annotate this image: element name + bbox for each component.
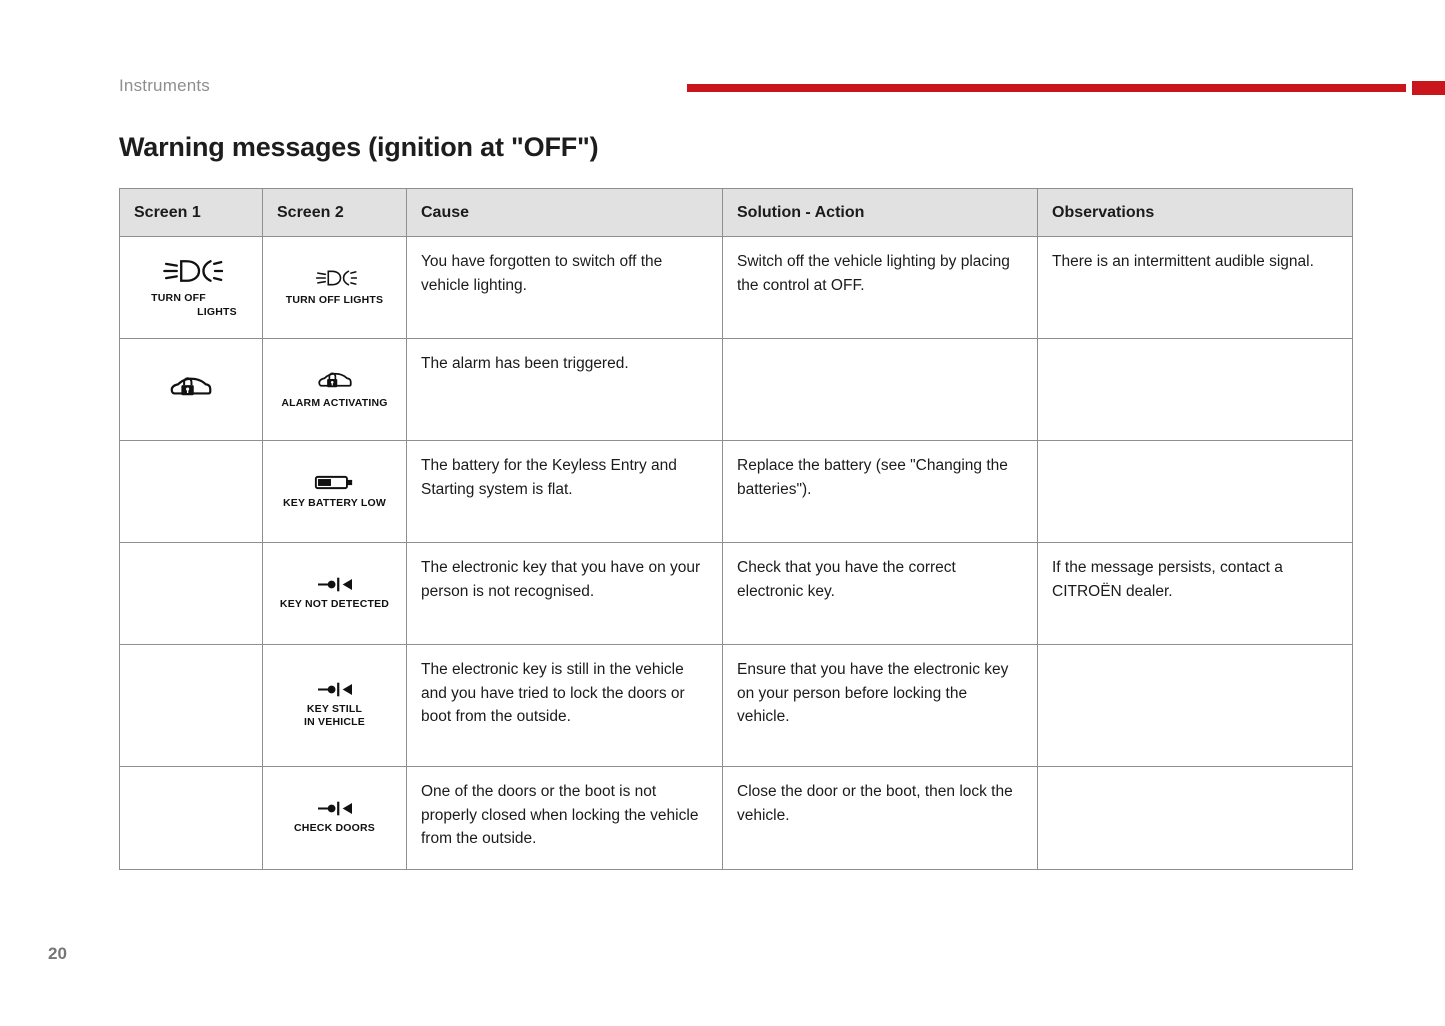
electronic-key-icon — [316, 800, 354, 817]
icon-caption: KEY BATTERY LOW — [283, 496, 386, 509]
cause-cell: The electronic key that you have on your person is not recognised. — [407, 543, 723, 645]
col-header-solution: Solution - Action — [723, 189, 1038, 237]
accent-bar-end — [1412, 81, 1445, 95]
screen2-cell — [263, 339, 407, 441]
cause-cell: The alarm has been triggered. — [407, 339, 723, 441]
cause-cell: You have forgotten to switch off the vehicle lighting. — [407, 237, 723, 339]
page-number: 20 — [48, 944, 67, 963]
icon-caption: TURN OFF LIGHTS — [285, 294, 384, 306]
col-header-observations: Observations — [1038, 189, 1353, 237]
key-battery-low-icon — [313, 473, 355, 492]
alarm-activating-icon — [317, 369, 353, 392]
table-row-turn-off-lights — [120, 237, 1353, 339]
col-header-screen2: Screen 2 — [263, 189, 407, 237]
icon-caption: CHECK DOORS — [294, 822, 375, 834]
screen2-cell — [263, 645, 407, 767]
alarm-activating-icon — [169, 373, 213, 401]
table-row-key-not-detected — [120, 543, 1353, 645]
screen2-cell — [263, 237, 407, 339]
cause-cell: The battery for the Keyless Entry and Starting system is flat. — [407, 441, 723, 543]
screen2-cell — [263, 767, 407, 870]
icon-caption: TURN OFF LIGHTS — [151, 292, 237, 318]
observations-cell: If the message persists, contact a CITROËN dealer. — [1038, 543, 1353, 645]
screen2-cell — [263, 543, 407, 645]
screen1-cell — [120, 543, 263, 645]
screen1-cell — [120, 237, 263, 339]
observations-cell — [1038, 441, 1353, 543]
table-row-key-battery — [120, 441, 1353, 543]
screen1-cell — [120, 441, 263, 543]
page-title: Warning messages (ignition at "OFF") — [119, 132, 599, 162]
table-row-check-doors — [120, 767, 1353, 870]
icon-caption: KEY STILL IN VEHICLE — [304, 702, 365, 729]
observations-cell — [1038, 645, 1353, 767]
accent-bar — [687, 84, 1406, 92]
breadcrumb: Instruments — [119, 76, 211, 95]
solution-cell: Close the door or the boot, then lock the vehicle. — [723, 767, 1038, 870]
solution-cell: Check that you have the correct electronic key. — [723, 543, 1038, 645]
observations-cell — [1038, 767, 1353, 870]
turn-off-lights-icon — [159, 255, 223, 287]
turn-off-lights-icon — [313, 267, 357, 289]
solution-cell — [723, 339, 1038, 441]
electronic-key-icon — [316, 576, 354, 593]
cause-cell: One of the doors or the boot is not properly closed when locking the vehicle from the outside. — [407, 767, 723, 870]
screen1-cell — [120, 645, 263, 767]
icon-caption: KEY NOT DETECTED — [279, 597, 390, 610]
observations-cell: There is an intermittent audible signal. — [1038, 237, 1353, 339]
table-row-key-still-in-vehicle — [120, 645, 1353, 767]
observations-cell — [1038, 339, 1353, 441]
cause-cell: The electronic key is still in the vehicle and you have tried to lock the doors or boot from the outside. — [407, 645, 723, 767]
table-header-row — [120, 189, 1353, 237]
solution-cell: Replace the battery (see "Changing the batteries"). — [723, 441, 1038, 543]
warning-messages-table — [119, 188, 1353, 870]
screen1-cell — [120, 767, 263, 870]
solution-cell: Ensure that you have the electronic key on your person before locking the vehicle. — [723, 645, 1038, 767]
icon-caption: ALARM ACTIVATING — [281, 396, 388, 409]
table-row-alarm — [120, 339, 1353, 441]
screen2-cell — [263, 441, 407, 543]
electronic-key-icon — [316, 681, 354, 698]
solution-cell: Switch off the vehicle lighting by placing the control at OFF. — [723, 237, 1038, 339]
screen1-cell — [120, 339, 263, 441]
col-header-cause: Cause — [407, 189, 723, 237]
col-header-screen1: Screen 1 — [120, 189, 263, 237]
